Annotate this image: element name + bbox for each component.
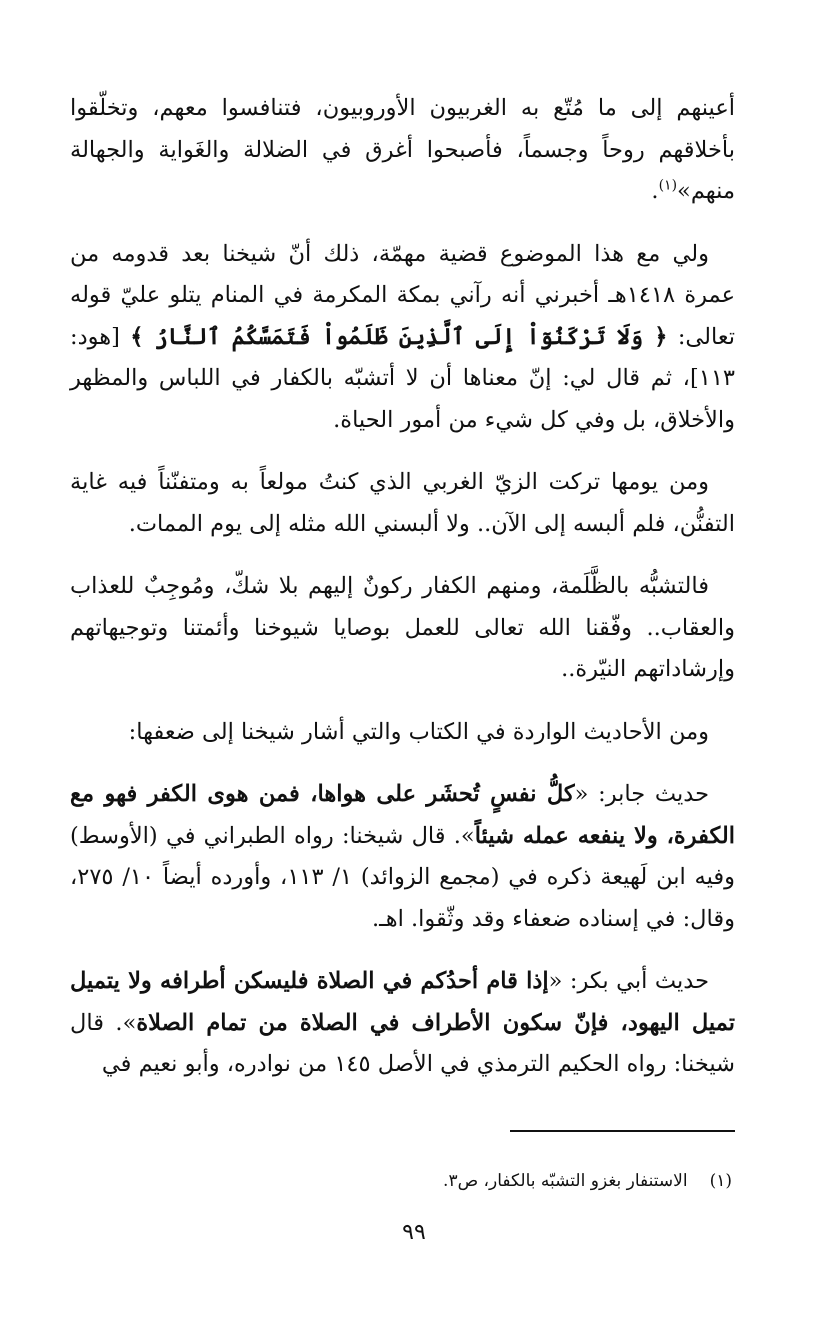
page-number: ٩٩ xyxy=(402,1220,426,1245)
paragraph-text: ومن يومها تركت الزيّ الغربي الذي كنتُ مولعاً به ومتفنّناً فيه غاية التفنُّن، فلم ألبسه إلى الآن.. ولا ألبسني الله مثله إلى يوم الممات. xyxy=(70,469,735,537)
paragraph-5 xyxy=(70,712,735,754)
paragraph-7 xyxy=(70,961,735,1086)
hadith-text: إذا قام أحدُكم في الصلاة فليسكن أطرافه ولا يتميل تميل اليهود، فإنّ سكون الأطراف في الصلاة من تمام الصلاة xyxy=(70,968,735,1036)
paragraph-text: ولي مع هذا الموضوع قضية مهمّة، ذلك أنّ شيخنا بعد قدومه من عمرة ١٤١٨هـ أخبرني أنه رآني بمكة المكرمة في المنام يتلو عليّ قوله تعالى: xyxy=(70,240,735,350)
hadith-text: كلُّ نفسٍ تُحشَر على هواها، فمن هوى الكفر فهو مع الكفرة، ولا ينفعه عمله شيئاً xyxy=(70,781,735,849)
paragraph-text: حديث أبي بكر: « xyxy=(548,968,710,994)
footnote-number: (١) xyxy=(709,1171,732,1191)
paragraph-2 xyxy=(70,234,735,442)
footnote-reference[interactable]: (١) xyxy=(658,177,678,194)
paragraph-text: ». قال شيخنا: رواه الطبراني في (الأوسط) وفيه ابن لَهيعة ذكره في (مجمع الزوائد) ١/ ١١٣، وأورده أيضاً ١٠/ ٢٧٥، وقال: في إسناده ضعفاء وقد وثّقوا. اهـ. xyxy=(70,822,736,932)
footnote-divider xyxy=(510,1130,735,1132)
paragraph-3 xyxy=(70,462,735,545)
paragraph-text: . xyxy=(651,178,659,204)
main-text xyxy=(70,88,735,1107)
paragraph-4 xyxy=(70,566,735,691)
paragraph-text: حديث جابر: « xyxy=(574,781,709,807)
paragraph-text: فالتشبُّه بالظَّلَمة، ومنهم الكفار ركونٌ إليهم بلا شكّ، ومُوجِبٌ للعذاب والعقاب.. وفّقنا الله تعالى للعمل بوصايا شيوخنا وأئمتنا وتوجيهاتهم وإرشاداتهم النيّرة.. xyxy=(70,573,735,682)
paragraph-text: ». قال شيخنا: رواه الحكيم الترمذي في الأصل ١٤٥ من نوادره، وأبو نعيم في xyxy=(70,1009,735,1077)
quran-verse: ﴿ وَلَا تَرْكَنُوٓاْ إِلَى ٱلَّذِينَ ظَلَمُواْ فَتَمَسَّكُمُ ٱلنَّارُ ﴾ xyxy=(130,323,668,350)
paragraph-6 xyxy=(70,774,735,940)
paragraph-text: أعينهم إلى ما مُتّع به الغربيون الأوروبيون، فتنافسوا معهم، وتخلّقوا بأخلاقهم روحاً وجسماً، فأصبحوا أغرق في الضلالة والغَواية والجهالة منهم» xyxy=(70,95,735,204)
footnote xyxy=(132,1168,732,1194)
paragraph-1 xyxy=(70,88,735,213)
paragraph-text: [هود: ١١٣]، ثم قال لي: إنّ معناها أن لا أتشبّه بالكفار في اللباس والمظهر والأخلاق، بل وفي كل شيء من أمور الحياة. xyxy=(70,323,735,433)
footnote-text: الاستنفار بغزو التشبّه بالكفار، ص٣. xyxy=(443,1171,688,1191)
paragraph-text: ومن الأحاديث الواردة في الكتاب والتي أشار شيخنا إلى ضعفها: xyxy=(128,718,709,745)
